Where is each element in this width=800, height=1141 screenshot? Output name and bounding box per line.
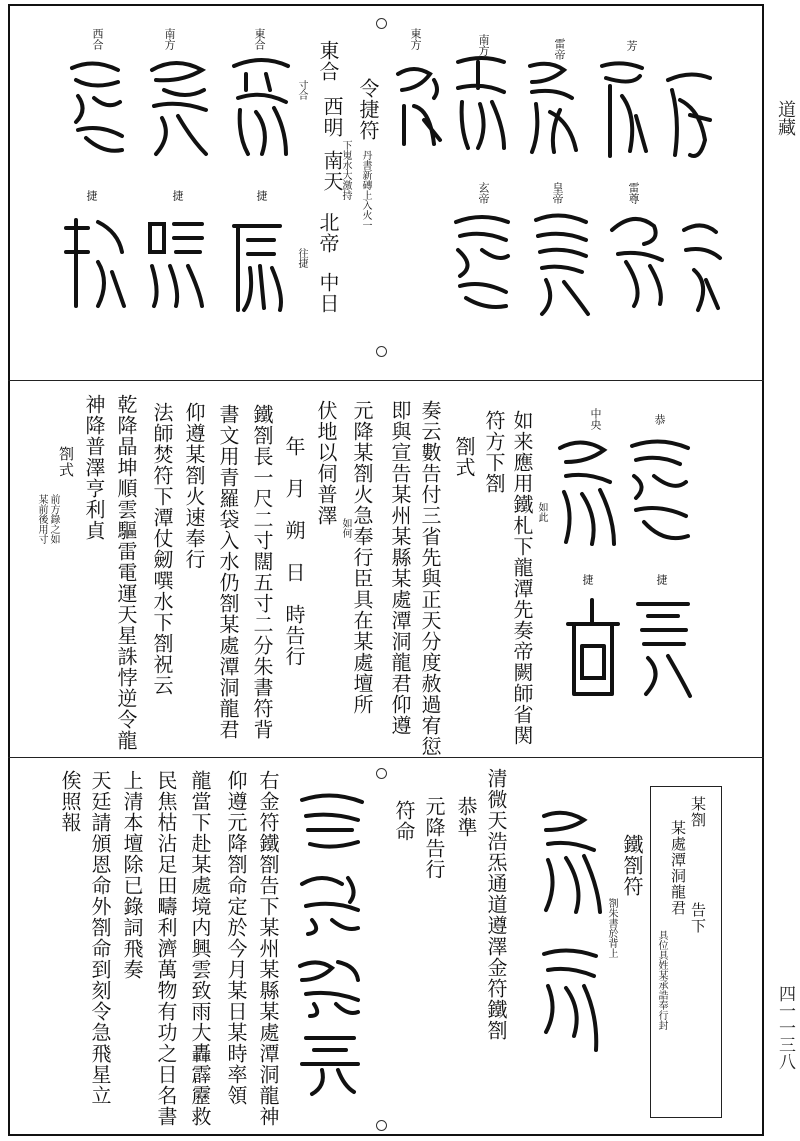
text-column: 劄式 — [57, 446, 75, 478]
seal-glyph — [552, 428, 622, 552]
seal-glyph — [292, 946, 372, 1018]
text-column: 仰遵某劄火速奉行 — [182, 402, 206, 570]
seal-label: 南方 — [163, 28, 176, 50]
text-note: 某前後用寸 — [36, 494, 47, 544]
seal-glyph — [226, 50, 296, 160]
seal-label: 捷 — [655, 574, 668, 585]
text-column: 中日 — [316, 272, 340, 314]
seal-glyph — [624, 432, 696, 552]
seal-label: 南方 — [477, 34, 490, 56]
seal-label: 捷 — [171, 190, 184, 201]
seal-label: 東方 — [409, 28, 422, 50]
text-note: 如此 — [536, 502, 547, 522]
seal-glyph — [628, 594, 698, 704]
text-column: 奏云數告付三省先與正天分度赦過宥愆 — [418, 400, 442, 757]
seal-glyph — [64, 50, 130, 160]
text-column: 劄式 — [452, 436, 476, 478]
text-column: 伏地以伺普澤 — [314, 400, 338, 526]
seal-label: 捷 — [581, 574, 594, 585]
text-column: 令捷符 — [356, 78, 380, 141]
seal-glyph — [660, 60, 720, 170]
seal-glyph — [292, 866, 372, 938]
text-note: 往捷 — [296, 248, 307, 268]
box-text: 告下 — [689, 902, 707, 934]
seal-glyph — [604, 200, 670, 310]
page-number: 四一一三八 — [775, 985, 795, 1070]
text-column: 南天 — [320, 150, 344, 192]
text-column: 法師焚符下潭仗劒噀水下劄祝云 — [150, 402, 174, 696]
text-column: 上清本壇除已錄詞飛奏 — [120, 770, 144, 980]
box-text: 某處潭洞龍君 — [669, 820, 687, 916]
text-column: 神降普澤亨利貞 — [82, 394, 106, 541]
text-column: 乾降晶坤順雲驅雷電運天星誅悖逆令龍 — [114, 394, 138, 751]
binding-hole — [376, 1120, 387, 1131]
box-text: 某劄 — [689, 796, 707, 828]
text-note: 丹書新磚上入火一 — [360, 150, 371, 230]
book-title: 道藏 — [775, 100, 796, 136]
text-column: 符命 — [392, 800, 416, 842]
text-column: 元降某劄火急奉行臣具在某處壇所 — [350, 400, 374, 715]
text-column: 鐵劄長一尺二寸闊五寸二分朱書符背 — [250, 404, 274, 740]
text-column: 右金符鐵劄告下某州某縣某處潭洞龍神 — [256, 770, 280, 1127]
seal-glyph — [446, 206, 520, 316]
binding-hole — [376, 768, 387, 779]
text-column: 元降告行 — [422, 796, 446, 880]
text-column: 西明 — [320, 96, 344, 138]
seal-glyph — [390, 50, 446, 150]
seal-glyph — [560, 594, 626, 704]
seal-label: 捷 — [255, 190, 268, 201]
seal-glyph — [534, 940, 608, 1060]
text-column: 恭準 — [454, 796, 478, 838]
seal-glyph — [224, 216, 290, 316]
text-column: 俟照報 — [58, 770, 82, 833]
text-column: 如来應用鐵札下龍潭先奏帝闕師省関 — [510, 410, 534, 746]
text-note: 前方錄之如 — [48, 494, 59, 544]
text-note: 如何 — [340, 518, 351, 538]
seal-glyph — [676, 200, 726, 320]
seal-glyph — [140, 212, 214, 312]
text-column: 北帝 — [316, 212, 340, 254]
binding-hole — [376, 346, 387, 357]
divider-top — [8, 380, 764, 381]
text-column: 鐵劄符 — [620, 834, 644, 897]
text-column: 年 月 朔 日 時告行 — [282, 436, 306, 667]
seal-label: 捷 — [85, 190, 98, 201]
text-column: 清微天浩炁通道遵澤金符鐵劄 — [484, 768, 508, 1041]
seal-glyph — [448, 48, 514, 158]
seal-glyph — [526, 200, 596, 320]
text-note: 寸合 — [296, 80, 307, 100]
seal-label: 東合 — [253, 28, 266, 50]
text-column: 龍當下赴某處境内興雲致雨大轟霹靂救 — [188, 770, 212, 1127]
seal-glyph — [292, 786, 372, 858]
text-column: 仰遵元降劄命定於今月某日某時率領 — [224, 770, 248, 1106]
text-column: 天廷請頒恩命外劄命到刻令急飛星立 — [88, 770, 112, 1106]
text-column: 東合 — [316, 40, 340, 82]
seal-label: 皇帝 — [551, 182, 564, 204]
divider-bottom — [8, 757, 764, 758]
seal-glyph — [58, 212, 132, 312]
seal-label: 雷帝 — [553, 38, 566, 60]
seal-glyph — [520, 52, 586, 162]
seal-label: 雷尊 — [627, 182, 640, 204]
seal-label: 西合 — [91, 28, 104, 50]
text-note: 下嵬水大激持 — [340, 140, 351, 200]
seal-glyph — [142, 50, 216, 160]
seal-label: 恭 — [653, 414, 666, 425]
seal-label: 芳 — [625, 40, 638, 51]
box-text: 具位具姓某承誥奉行封 — [656, 930, 667, 1030]
binding-hole — [376, 18, 387, 29]
seal-label: 玄帝 — [477, 182, 490, 204]
text-column: 符方下劄 — [482, 410, 506, 494]
text-note: 劄朱書於背上 — [606, 898, 617, 958]
text-column: 民焦枯沾足田疇利濟萬物有功之日名書 — [154, 770, 178, 1127]
seal-glyph — [292, 1026, 372, 1098]
seal-label: 中央 — [589, 408, 602, 430]
seal-glyph — [534, 800, 608, 920]
text-column: 即與宣告某州某縣某處潭洞龍君仰遵 — [388, 400, 412, 736]
seal-glyph — [592, 56, 652, 166]
text-column: 書文用青羅袋入水仍劄某處潭洞龍君 — [216, 404, 240, 740]
